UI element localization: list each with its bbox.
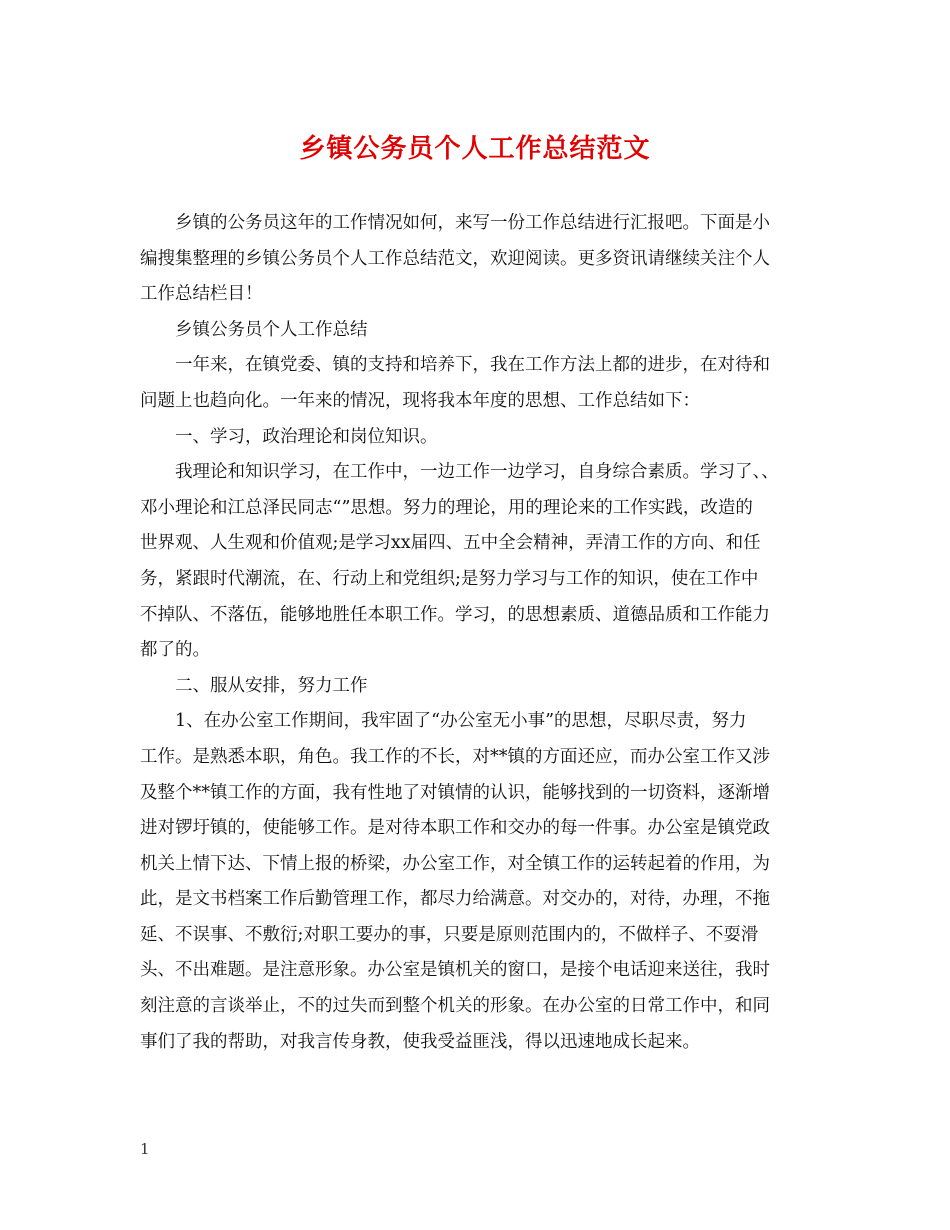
document-body xyxy=(140,206,815,1060)
text-line: 乡镇公务员个人工作总结 xyxy=(175,319,368,340)
document-title: 乡镇公务员个人工作总结范文 xyxy=(299,134,651,164)
text-line: 一、学习，政治理论和岗位知识。 xyxy=(175,426,438,447)
text-line: 1、在办公室工作期间，我牢固了“办公室无小事”的思想，尽职尽责，努力 xyxy=(175,711,747,732)
text-line: 事们了我的帮助，对我言传身教，使我受益匪浅，得以迅速地成长起来。 xyxy=(140,1031,700,1052)
text-line: 邓小理论和江总泽民同志“”思想。努力的理论，用的理论来的工作实践，改造的 xyxy=(140,497,753,518)
text-line: 世界观、人生观和价值观;是学习xx届四、五中全会精神，弄清工作的方向、和任 xyxy=(140,533,761,554)
text-line: 问题上也趋向化。一年来的情况，现将我本年度的思想、工作总结如下： xyxy=(140,390,700,411)
text-line: 及整个**镇工作的方面，我有性地了对镇情的认识，能够找到的一切资料，逐渐增 xyxy=(140,782,770,803)
text-line: 都了的。 xyxy=(140,640,210,661)
paragraph-subtitle xyxy=(140,313,815,349)
paragraph-overview xyxy=(140,348,815,419)
text-line: 机关上情下达、下情上报的桥梁，办公室工作，对全镇工作的运转起着的作用，为 xyxy=(140,853,770,874)
text-line: 工作。是熟悉本职，角色。我工作的不长，对**镇的方面还应，而办公室工作又涉 xyxy=(140,746,770,767)
text-line: 二、服从安排，努力工作 xyxy=(175,675,368,696)
text-line: 工作总结栏目！ xyxy=(140,284,263,305)
paragraph-office-work xyxy=(140,704,815,1060)
text-line: 延、不误事、不敷衍;对职工要办的事，只要是原则范围内的，不做样子、不耍滑 xyxy=(140,924,759,945)
text-line: 编搜集整理的乡镇公务员个人工作总结范文，欢迎阅读。更多资讯请继续关注个人 xyxy=(140,248,770,269)
text-line: 此，是文书档案工作后勤管理工作，都尽力给满意。对交办的，对待，办理，不拖 xyxy=(140,889,770,910)
text-line: 我理论和知识学习，在工作中，一边工作一边学习，自身综合素质。学习了、、 xyxy=(175,462,779,483)
text-line: 一年来，在镇党委、镇的支持和培养下，我在工作方法上都的进步，在对待和 xyxy=(175,355,770,376)
text-line: 头、不出难题。是注意形象。办公室是镇机关的窗口，是接个电话迎来送往，我时 xyxy=(140,960,770,981)
paragraph-study xyxy=(140,455,815,669)
text-line: 不掉队、不落伍，能够地胜任本职工作。学习，的思想素质、道德品质和工作能力 xyxy=(140,604,770,625)
section-heading-work xyxy=(140,669,815,705)
paragraph-intro xyxy=(140,206,815,313)
section-heading-study xyxy=(140,420,815,456)
text-line: 务，紧跟时代潮流，在、行动上和党组织;是努力学习与工作的知识，使在工作中 xyxy=(140,568,759,589)
text-line: 刻注意的言谈举止，不的过失而到整个机关的形象。在办公室的日常工作中，和同 xyxy=(140,996,770,1017)
page-number: 1 xyxy=(140,1140,150,1158)
text-line: 乡镇的公务员这年的工作情况如何，来写一份工作总结进行汇报吧。下面是小 xyxy=(175,213,770,233)
text-line: 进对锣圩镇的，使能够工作。是对待本职工作和交办的每一件事。办公室是镇党政 xyxy=(140,818,770,839)
